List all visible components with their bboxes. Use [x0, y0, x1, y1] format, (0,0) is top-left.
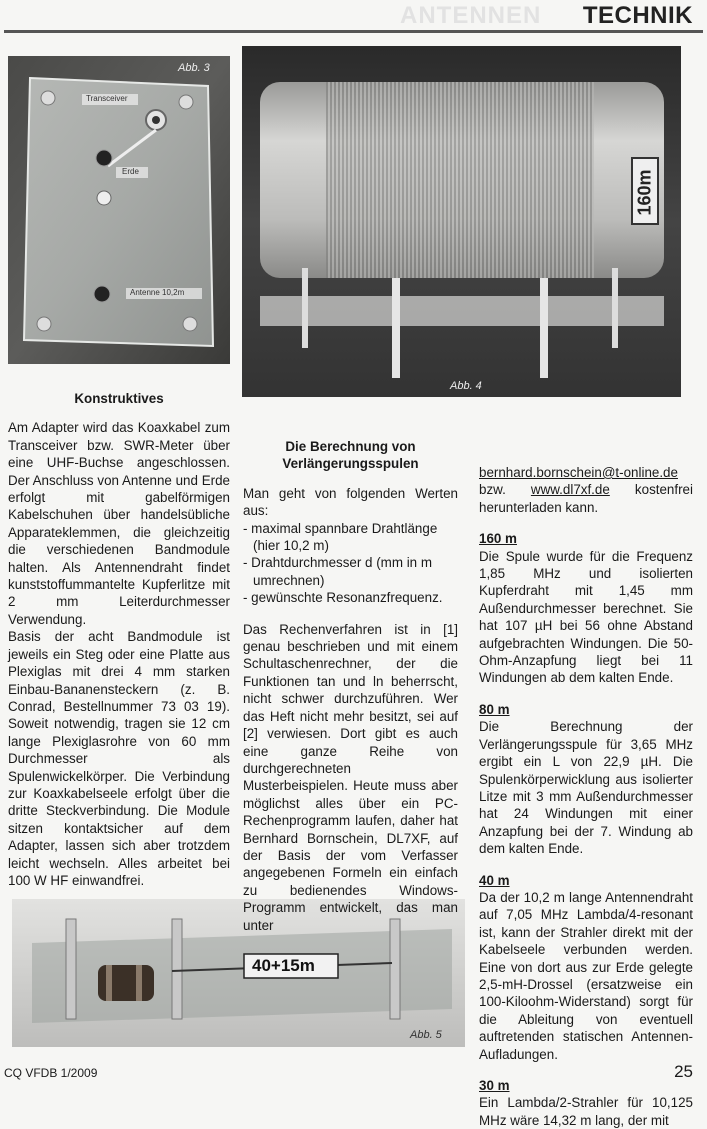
col2-paragraph-2: Das Rechenverfahren ist in [1] genau beschrieben und mit einem Schultaschenrechner, der die Funktionen tan und ln beherrscht, nicht schwer durchzuführen. Wer das Heft nicht mehr besitzt, sei auf [2] verwiesen. Dort gibt es auch eine ganze Reihe von durchgerechneten Musterbeispielen. Heute muss aber möglichst alles über ein PC-Rechenprogramm laufen, daher hat Bernhard Bornschein, DL7XF, auf der Basis der vom Verfasser angegebenen Formeln ein einfach zu bedienendes Windows-Programm entwickelt, das man unter — [243, 621, 458, 933]
paragraph-80m: Die Berechnung der Verlängerungsspule für 3,65 MHz ergibt ein L von 22,9 µH. Die Spulenkörperwicklung aus isolierter Litze mit 3 mm Außendurchmesser hat 24 Windungen mit einer Anzapfung bei der 7. Windung ab dem kalten Ende. — [479, 719, 693, 857]
column-3 — [479, 464, 693, 1129]
abb3-label-transceiver: Transceiver — [86, 94, 128, 103]
figure-abb5-caption: Abb. 5 — [410, 1029, 442, 1041]
heading-80m: 80 m — [479, 701, 510, 717]
paragraph-160m: Die Spule wurde für die Frequenz 1,85 MHz und isolierten Kupferdraht mit 1,45 mm Außendurchmesser berechnet. Sie hat 107 µH bei 56 ohne Abstand aufgebrachten Windungen. Die 50-Ohm-Anzapfung liegt bei 11 Windungen ab dem kalten Ende. — [479, 548, 693, 686]
footer-publication: CQ VFDB 1/2009 — [4, 1066, 98, 1080]
website-link[interactable]: www.dl7xf.de — [530, 482, 610, 498]
abb5-module-label: 40+15m — [252, 956, 315, 975]
heading-30m: 30 m — [479, 1078, 510, 1093]
col2-intro: Man geht von folgenden Werten aus: — [243, 485, 458, 519]
paragraph-40m: Da der 10,2 m lange Antennendraht auf 7,05 MHz Lambda/4-resonant ist, kann der Strahler direkt mit der Kabelseele verbunden werden. Eine von dort aus zur Erde gelegte 2,5-mH-Drossel (ersatzweise ein 100-Kiloohm-Widerstand) sorgt für die Ableitung von eventuell auftretenden statischen Antennen-Aufladungen. — [479, 889, 693, 1062]
heading-konstruktives: Konstruktives — [74, 391, 164, 406]
header-ghost-text: ANTENNEN — [400, 2, 542, 29]
heading-160m: 160 m — [479, 531, 517, 547]
figure-abb4-photo — [242, 46, 681, 397]
heading-40m: 40 m — [479, 872, 510, 888]
page-header — [0, 0, 707, 30]
figure-abb3-photo — [8, 56, 230, 364]
abb4-coil-label: 160m — [634, 169, 655, 216]
figure-abb4-caption: Abb. 4 — [450, 380, 482, 392]
bzw-text: bzw. — [479, 482, 506, 498]
col1-paragraph-2: Basis der acht Bandmodule ist jeweils ein Steg oder eine Platte aus Plexiglas mit drei 4 mm starken Einbau-Bananensteckern (z. B. Conrad, Bestellnummer 73 03 19). Soweit notwendig, tragen sie 12 cm lange Plexiglasrohre von 60 mm Durchmesser als Spulenwickelkörper. Die Verbindung zur Koaxkabelseele erfolgt über die dritte Steckverbindung. Die Module sitzen kontaktsicher auf dem Adapter, lassen sich aber trotzdem leicht wechseln. Alles arbeitet bei 100 W HF einwandfrei. — [8, 629, 230, 888]
column-2 — [243, 438, 458, 934]
list-item: - maximal spannbare Drahtlänge (hier 10,2 m) — [243, 520, 438, 554]
col1-paragraph-1: Am Adapter wird das Koaxkabel zum Transceiver bzw. SWR-Meter über eine UHF-Buchse angeschlossen. Der Anschluss von Antenne und Erde erfolgt mit gabelförmigen Kabelschuhen über handelsübliche Apparateklemmen, die gleichzeitig die verschiedenen Bandmodule halten. Als Antennendraht findet kunststoffummantelte Kupferlitze mit 2 mm Leiterdurchmesser Verwendung. — [8, 420, 230, 627]
list-item: - gewünschte Resonanzfrequenz. — [243, 590, 443, 606]
paragraph-30m: Ein Lambda/2-Strahler für 10,125 MHz wäre 14,32 m lang, der mit — [479, 1095, 693, 1128]
heading-berechnung-line1: Die Berechnung von — [285, 439, 416, 454]
email-link[interactable]: bernhard.bornschein@t-online.de — [479, 465, 678, 480]
column-1 — [8, 390, 230, 889]
heading-berechnung-line2: Verlängerungsspulen — [282, 456, 419, 472]
list-item: - Drahtdurchmesser d (mm in m umrechnen) — [243, 555, 432, 588]
figure-abb3-caption: Abb. 3 — [178, 62, 210, 74]
section-title: TECHNIK — [582, 2, 693, 29]
page-number: 25 — [674, 1062, 693, 1081]
download-text: kostenfrei herunterladen kann. — [479, 482, 693, 515]
abb3-label-erde: Erde — [122, 167, 139, 176]
download-info — [479, 464, 693, 516]
header-rule — [4, 30, 703, 33]
parameter-list — [243, 520, 458, 607]
abb3-label-antenne: Antenne 10,2m — [130, 288, 185, 297]
